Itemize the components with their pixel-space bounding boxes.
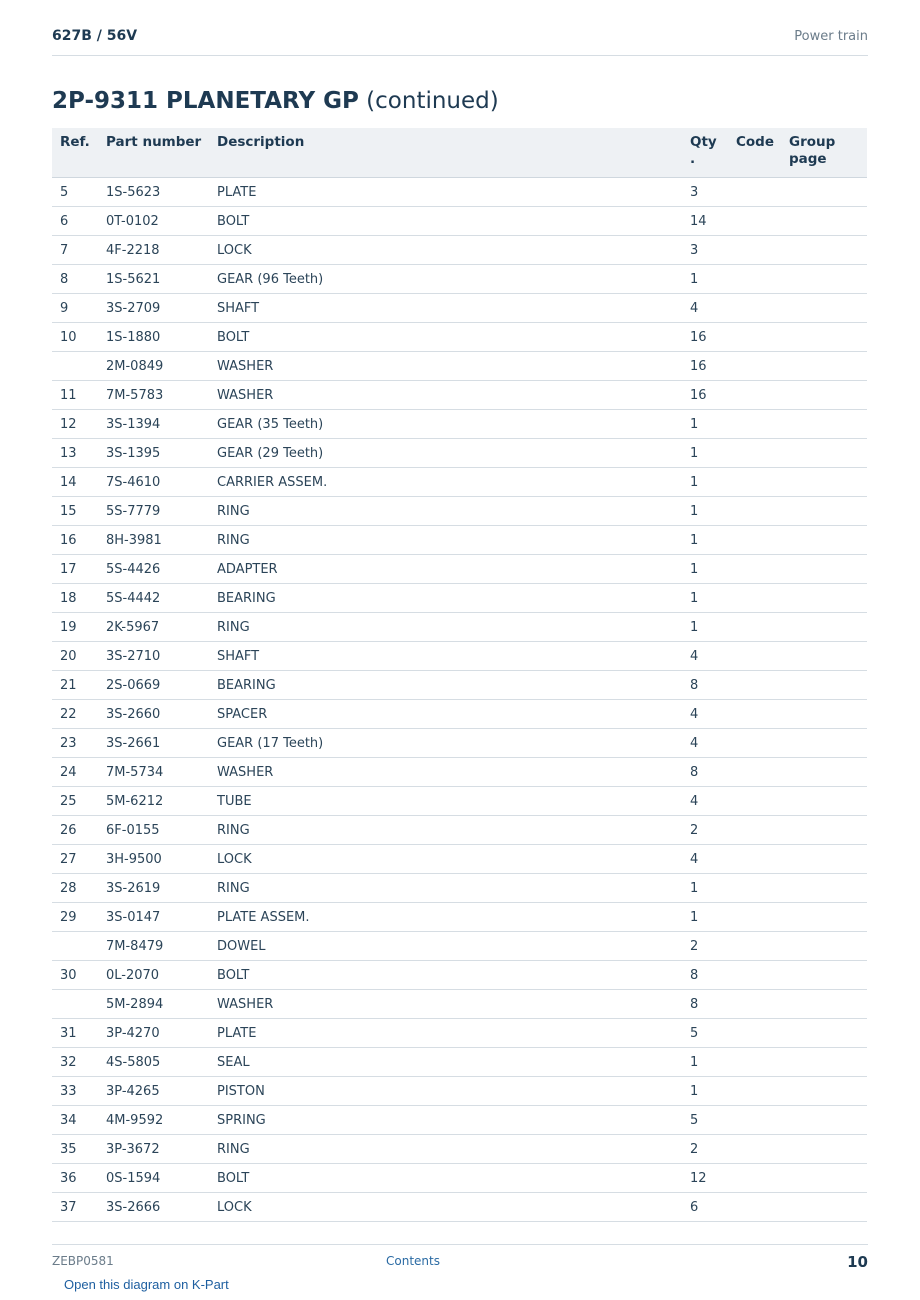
row-qty: 3 [682,236,728,265]
table-row [52,381,867,410]
row-code [728,700,781,729]
row-part-number: 7M-5783 [98,381,209,410]
row-part-number: 3S-1394 [98,410,209,439]
table-row [52,845,867,874]
row-ref: 8 [52,265,98,294]
row-qty: 4 [682,700,728,729]
row-ref: 22 [52,700,98,729]
table-row [52,265,867,294]
table-row [52,961,867,990]
row-code [728,961,781,990]
row-ref: 14 [52,468,98,497]
row-group-page [781,961,867,990]
row-part-number: 3H-9500 [98,845,209,874]
row-code [728,1193,781,1222]
row-group-page [781,352,867,381]
table-row [52,1106,867,1135]
row-description: BOLT [209,207,682,236]
row-part-number: 5M-2894 [98,990,209,1019]
table-row [52,352,867,381]
page-number: 10 [847,1253,868,1271]
row-ref: 32 [52,1048,98,1077]
table-row [52,816,867,845]
table-row [52,323,867,352]
row-group-page [781,236,867,265]
row-qty: 8 [682,671,728,700]
row-ref: 30 [52,961,98,990]
row-code [728,787,781,816]
row-qty: 2 [682,1135,728,1164]
machine-model: 627B / 56V [52,28,138,44]
row-ref: 27 [52,845,98,874]
row-qty: 1 [682,468,728,497]
row-description: RING [209,613,682,642]
row-code [728,758,781,787]
row-description: BOLT [209,961,682,990]
row-group-page [781,1048,867,1077]
row-ref: 20 [52,642,98,671]
row-description: RING [209,526,682,555]
row-ref: 18 [52,584,98,613]
table-row [52,1048,867,1077]
row-description: WASHER [209,758,682,787]
row-description: LOCK [209,845,682,874]
row-ref: 21 [52,671,98,700]
table-row [52,294,867,323]
row-group-page [781,932,867,961]
row-group-page [781,1164,867,1193]
row-code [728,1048,781,1077]
row-code [728,584,781,613]
row-ref: 7 [52,236,98,265]
row-part-number: 0T-0102 [98,207,209,236]
row-description: BOLT [209,323,682,352]
row-description: BEARING [209,584,682,613]
row-description: GEAR (35 Teeth) [209,410,682,439]
row-group-page [781,410,867,439]
table-row [52,410,867,439]
table-row [52,497,867,526]
row-ref: 24 [52,758,98,787]
section-name: Power train [794,29,868,44]
row-code [728,265,781,294]
row-part-number: 8H-3981 [98,526,209,555]
row-ref: 19 [52,613,98,642]
table-row [52,932,867,961]
table-row [52,1019,867,1048]
row-description: RING [209,1135,682,1164]
row-ref [52,352,98,381]
row-ref: 36 [52,1164,98,1193]
row-qty: 2 [682,816,728,845]
row-description: SHAFT [209,642,682,671]
table-row [52,1077,867,1106]
row-code [728,555,781,584]
row-description: GEAR (17 Teeth) [209,729,682,758]
table-row [52,787,867,816]
column-header-description: Description [209,128,682,178]
row-group-page [781,439,867,468]
column-header-group-page [781,128,867,178]
row-description: TUBE [209,787,682,816]
row-part-number: 2M-0849 [98,352,209,381]
parts-table [52,128,867,1222]
table-row [52,613,867,642]
row-qty: 8 [682,758,728,787]
row-group-page [781,671,867,700]
row-group-page [781,497,867,526]
row-group-page [781,265,867,294]
table-row [52,468,867,497]
row-code [728,642,781,671]
title-suffix: (continued) [366,88,499,114]
row-part-number: 5S-4442 [98,584,209,613]
row-description: SPRING [209,1106,682,1135]
row-group-page [781,323,867,352]
parts-table-body [52,178,867,1222]
row-description: SPACER [209,700,682,729]
row-qty: 12 [682,1164,728,1193]
row-ref: 29 [52,903,98,932]
table-row [52,526,867,555]
row-description: GEAR (29 Teeth) [209,439,682,468]
row-ref [52,932,98,961]
row-code [728,903,781,932]
table-header-row [52,128,867,178]
row-part-number: 0L-2070 [98,961,209,990]
row-qty: 14 [682,207,728,236]
row-group-page [781,178,867,207]
row-group-page [781,787,867,816]
table-row [52,874,867,903]
row-group-page [781,381,867,410]
table-row [52,1164,867,1193]
row-part-number: 5M-6212 [98,787,209,816]
row-part-number: 3S-2709 [98,294,209,323]
row-group-page [781,526,867,555]
row-ref: 33 [52,1077,98,1106]
row-group-page [781,700,867,729]
row-description: RING [209,816,682,845]
row-ref: 28 [52,874,98,903]
row-code [728,526,781,555]
row-ref: 35 [52,1135,98,1164]
row-description: CARRIER ASSEM. [209,468,682,497]
row-part-number: 0S-1594 [98,1164,209,1193]
row-code [728,816,781,845]
row-part-number: 3S-2619 [98,874,209,903]
row-part-number: 3P-3672 [98,1135,209,1164]
part-group-title: 2P-9311 PLANETARY GP [52,88,359,114]
row-description: LOCK [209,236,682,265]
row-qty: 4 [682,787,728,816]
row-group-page [781,1077,867,1106]
row-ref: 13 [52,439,98,468]
row-code [728,381,781,410]
row-qty: 1 [682,265,728,294]
row-qty: 16 [682,323,728,352]
row-code [728,1106,781,1135]
column-header-code: Code [728,128,781,178]
row-part-number: 3S-1395 [98,439,209,468]
row-description: PISTON [209,1077,682,1106]
row-part-number: 3S-0147 [98,903,209,932]
row-code [728,323,781,352]
table-row [52,990,867,1019]
row-code [728,468,781,497]
row-part-number: 3S-2660 [98,700,209,729]
row-group-page [781,816,867,845]
row-qty: 8 [682,990,728,1019]
table-row [52,1135,867,1164]
row-ref: 31 [52,1019,98,1048]
row-ref: 15 [52,497,98,526]
row-part-number: 4F-2218 [98,236,209,265]
row-description: LOCK [209,1193,682,1222]
document-id: ZEBP0581 [52,1254,114,1268]
table-row [52,671,867,700]
row-part-number: 7S-4610 [98,468,209,497]
row-description: ADAPTER [209,555,682,584]
row-ref: 26 [52,816,98,845]
row-part-number: 7M-8479 [98,932,209,961]
row-description: SHAFT [209,294,682,323]
row-part-number: 4S-5805 [98,1048,209,1077]
row-ref: 10 [52,323,98,352]
page-footer [52,1244,868,1292]
row-group-page [781,584,867,613]
row-code [728,439,781,468]
row-qty: 5 [682,1106,728,1135]
table-row [52,758,867,787]
row-qty: 16 [682,352,728,381]
page-header [52,28,868,56]
row-ref: 37 [52,1193,98,1222]
row-part-number: 2K-5967 [98,613,209,642]
table-row [52,584,867,613]
row-group-page [781,729,867,758]
row-description: SEAL [209,1048,682,1077]
table-row [52,1193,867,1222]
contents-link[interactable]: Contents [386,1254,440,1268]
row-group-page [781,903,867,932]
row-qty: 6 [682,1193,728,1222]
column-header-qty [682,128,728,178]
row-ref: 16 [52,526,98,555]
row-description: WASHER [209,352,682,381]
row-qty: 1 [682,410,728,439]
page-title [52,88,499,114]
row-ref: 17 [52,555,98,584]
row-code [728,178,781,207]
row-code [728,932,781,961]
row-description: WASHER [209,990,682,1019]
row-description: RING [209,497,682,526]
row-qty: 4 [682,845,728,874]
row-ref: 6 [52,207,98,236]
row-code [728,1164,781,1193]
row-description: RING [209,874,682,903]
row-qty: 1 [682,497,728,526]
table-row [52,178,867,207]
group-header-line1: Group [789,134,836,150]
row-part-number: 1S-5623 [98,178,209,207]
row-ref: 5 [52,178,98,207]
row-part-number: 3S-2666 [98,1193,209,1222]
row-description: BOLT [209,1164,682,1193]
row-ref: 12 [52,410,98,439]
row-qty: 1 [682,1077,728,1106]
row-part-number: 1S-1880 [98,323,209,352]
column-header-ref: Ref. [52,128,98,178]
row-qty: 8 [682,961,728,990]
row-code [728,410,781,439]
row-description: PLATE ASSEM. [209,903,682,932]
row-description: GEAR (96 Teeth) [209,265,682,294]
row-code [728,352,781,381]
row-description: BEARING [209,671,682,700]
row-group-page [781,1019,867,1048]
row-part-number: 1S-5621 [98,265,209,294]
row-group-page [781,613,867,642]
row-qty: 1 [682,903,728,932]
table-row [52,236,867,265]
row-qty: 2 [682,932,728,961]
table-row [52,700,867,729]
column-header-part-number: Part number [98,128,209,178]
row-code [728,845,781,874]
row-group-page [781,874,867,903]
row-part-number: 4M-9592 [98,1106,209,1135]
row-description: WASHER [209,381,682,410]
table-row [52,555,867,584]
table-row [52,207,867,236]
row-qty: 5 [682,1019,728,1048]
row-code [728,990,781,1019]
row-code [728,294,781,323]
row-part-number: 5S-7779 [98,497,209,526]
row-group-page [781,990,867,1019]
row-group-page [781,1135,867,1164]
row-qty: 1 [682,613,728,642]
row-qty: 4 [682,294,728,323]
row-group-page [781,555,867,584]
row-code [728,671,781,700]
row-ref [52,990,98,1019]
row-code [728,874,781,903]
row-description: PLATE [209,1019,682,1048]
open-diagram-link[interactable]: Open this diagram on K-Part [64,1277,229,1292]
row-group-page [781,642,867,671]
row-qty: 4 [682,729,728,758]
row-group-page [781,845,867,874]
row-qty: 1 [682,555,728,584]
row-part-number: 7M-5734 [98,758,209,787]
row-group-page [781,758,867,787]
row-ref: 25 [52,787,98,816]
row-code [728,207,781,236]
row-qty: 1 [682,439,728,468]
row-part-number: 3S-2661 [98,729,209,758]
row-ref: 34 [52,1106,98,1135]
row-qty: 1 [682,1048,728,1077]
row-description: PLATE [209,178,682,207]
table-row [52,903,867,932]
qty-header-line2: . [690,151,696,167]
row-qty: 1 [682,874,728,903]
qty-header-line1: Qty [690,134,717,150]
row-group-page [781,468,867,497]
row-ref: 23 [52,729,98,758]
row-group-page [781,207,867,236]
row-code [728,1077,781,1106]
table-row [52,439,867,468]
row-part-number: 3P-4270 [98,1019,209,1048]
row-description: DOWEL [209,932,682,961]
row-code [728,236,781,265]
row-ref: 11 [52,381,98,410]
row-group-page [781,294,867,323]
row-qty: 4 [682,642,728,671]
row-qty: 3 [682,178,728,207]
row-code [728,1019,781,1048]
group-header-line2: page [789,151,827,167]
row-part-number: 5S-4426 [98,555,209,584]
row-code [728,729,781,758]
row-group-page [781,1106,867,1135]
row-ref: 9 [52,294,98,323]
row-part-number: 3P-4265 [98,1077,209,1106]
row-qty: 16 [682,381,728,410]
row-code [728,613,781,642]
row-part-number: 6F-0155 [98,816,209,845]
row-code [728,497,781,526]
row-code [728,1135,781,1164]
row-qty: 1 [682,526,728,555]
row-part-number: 3S-2710 [98,642,209,671]
table-row [52,642,867,671]
row-part-number: 2S-0669 [98,671,209,700]
table-row [52,729,867,758]
row-qty: 1 [682,584,728,613]
row-group-page [781,1193,867,1222]
